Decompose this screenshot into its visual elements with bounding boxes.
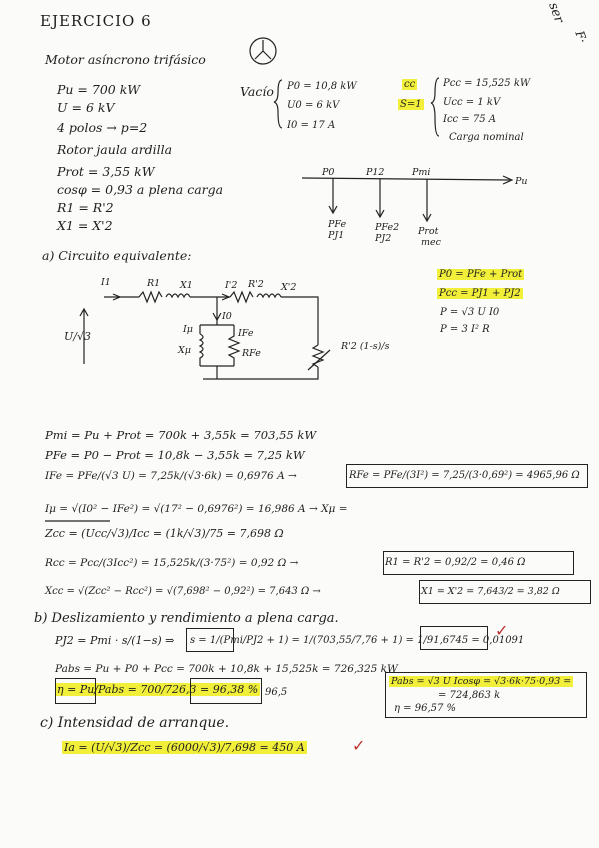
flow-pmi: Pmi — [412, 167, 431, 178]
page-title: EJERCICIO 6 — [40, 12, 152, 30]
flow-prot: Prot — [418, 226, 439, 237]
calc-imu: Iμ = √(I0² − IFe²) = √(17² − 0,6976²) = 16,986 A → Xμ = — [45, 503, 348, 515]
vacio-i0: I0 = 17 A — [287, 120, 336, 131]
data-pu: Pu = 700 kW — [57, 82, 141, 97]
circuit-i2: I'2 — [225, 280, 238, 291]
calc-zcc: Zcc = (Ucc/√3)/Icc = (1k/√3)/75 = 7,698 Ω — [45, 527, 284, 540]
cc-s-label: S=1 — [400, 99, 422, 110]
circuit-r1: R1 — [147, 278, 161, 289]
eta-result: η = 96,57 % — [394, 703, 457, 714]
section-c-title: c) Intensidad de arranque. — [40, 715, 230, 731]
calc-rfe: RFe = PFe/(3I²) = 7,25/(3·0,69²) = 4965,96 Ω — [349, 470, 580, 481]
flow-p12: P12 — [366, 167, 385, 178]
calc-slip: s = 1/(Pmi/PJ2 + 1) = 1/(703,55/7,76 + 1) = 1/91,6745 = 0,01091 — [190, 635, 525, 646]
calc-pabs: Pabs = Pu + P0 + Pcc = 700k + 10,8k + 15,525k = 726,325 kW — [55, 663, 398, 675]
pabs-formula: Pabs = √3 U Icosφ = √3·6k·75·0,93 = — [391, 676, 572, 687]
cc-ucc: Ucc = 1 kV — [443, 97, 501, 108]
star-connection-symbol — [250, 38, 276, 64]
section-b-title: b) Deslizamiento y rendimiento a plena carga. — [34, 611, 339, 626]
flow-pj2: PJ2 — [375, 233, 392, 244]
vacio-brace — [274, 80, 282, 128]
vacio-p0: P0 = 10,8 kW — [287, 81, 357, 92]
data-u: U = 6 kV — [57, 100, 115, 115]
pabs-result: = 724,863 k — [438, 690, 501, 701]
calc-r1: R1 = R'2 = 0,92/2 = 0,46 Ω — [385, 557, 526, 568]
motor-type: Motor asíncrono trifásico — [45, 52, 206, 67]
circuit-r2: R'2 — [248, 279, 264, 290]
cc-pcc: Pcc = 15,525 kW — [443, 78, 531, 89]
circuit-rfe: RFe — [242, 348, 261, 359]
formula-p0: P0 = PFe + Prot — [439, 269, 523, 280]
calc-rcc: Rcc = Pcc/(3Icc²) = 15,525k/(3·75²) = 0,92 Ω → — [45, 557, 299, 569]
calc-efficiency: η = Pu/Pabs = 700/726,3 = 96,38 % — [57, 683, 259, 696]
calc-pfe: PFe = P0 − Prot = 10,8k − 3,55k = 7,25 kW — [45, 448, 305, 462]
calc-ife: IFe = PFe/(√3 U) = 7,25k/(√3·6k) = 0,6976 A → — [45, 470, 297, 482]
cc-carga: Carga nominal — [449, 132, 524, 143]
flow-pfe: PFe — [328, 219, 347, 230]
calc-xcc: Xcc = √(Zcc² − Rcc²) = √(7,698² − 0,92²) = 7,643 Ω → — [45, 586, 321, 597]
data-cos: cosφ = 0,93 a plena carga — [57, 182, 224, 197]
corner-note-1: ser — [545, 0, 567, 26]
calc-pj2: PJ2 = Pmi · s/(1−s) ⇒ — [55, 634, 175, 647]
flow-pfe2: PFe2 — [375, 222, 400, 233]
calc-efficiency-note: 96,5 — [265, 687, 288, 698]
flow-pj1: PJ1 — [328, 230, 345, 241]
check-mark-slip: ✓ — [495, 621, 509, 640]
calc-x1: X1 = X'2 = 7,643/2 = 3,82 Ω — [421, 586, 560, 597]
check-mark-ia: ✓ — [352, 736, 366, 755]
formula-p-sqrt3: P = √3 U I0 — [440, 307, 500, 318]
corner-note-2: F· — [572, 28, 590, 46]
data-x: X1 = X'2 — [57, 218, 113, 233]
flow-p0: P0 — [322, 167, 335, 178]
section-a-title: a) Circuito equivalente: — [42, 248, 192, 263]
flow-pu: Pu — [515, 176, 528, 187]
circuit-xmu: Xμ — [178, 345, 191, 356]
vacio-u0: U0 = 6 kV — [287, 100, 340, 111]
power-flow-diagram — [302, 176, 512, 221]
data-rotor: Rotor jaula ardilla — [57, 142, 173, 157]
equivalent-circuit — [80, 292, 330, 379]
calc-ia: Ia = (U/√3)/Zcc = (6000/√3)/7,698 = 450 A — [64, 741, 305, 754]
circuit-ife: IFe — [238, 328, 254, 339]
cc-label: cc — [404, 79, 416, 90]
circuit-i0: I0 — [222, 311, 232, 322]
circuit-x2: X'2 — [281, 282, 297, 293]
vacio-label: Vacío — [240, 84, 274, 99]
data-poles: 4 polos → p=2 — [57, 120, 148, 135]
cc-icc: Icc = 75 A — [443, 114, 497, 125]
flow-mec: mec — [421, 237, 441, 248]
formula-pcc: Pcc = PJ1 + PJ2 — [439, 288, 521, 299]
circuit-load: R'2 (1-s)/s — [341, 341, 390, 352]
calc-pmi: Pmi = Pu + Prot = 700k + 3,55k = 703,55 kW — [45, 428, 317, 442]
circuit-imu: Iμ — [183, 324, 193, 335]
formula-p-i2r: P = 3 I² R — [440, 324, 490, 335]
data-prot: Prot = 3,55 kW — [57, 164, 155, 179]
data-r: R1 = R'2 — [57, 200, 114, 215]
circuit-x1: X1 — [180, 280, 193, 291]
cc-brace — [431, 78, 439, 136]
circuit-source: U/√3 — [64, 330, 91, 343]
circuit-i1: I1 — [101, 277, 111, 288]
